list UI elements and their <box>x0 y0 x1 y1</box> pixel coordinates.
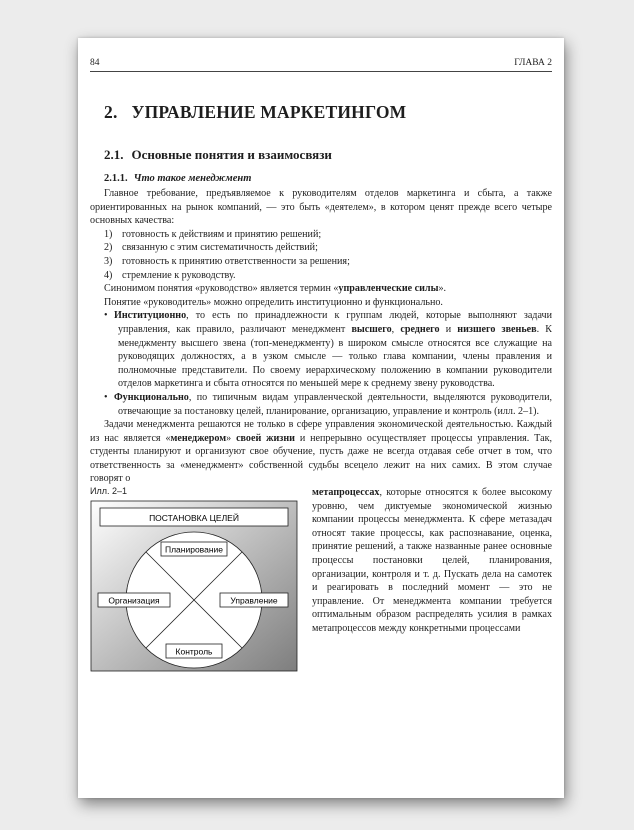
list-item: 2) связанную с этим систематичность действий; <box>104 242 318 254</box>
figure-2-1 <box>90 486 298 674</box>
planning-label: Планирование <box>164 544 224 555</box>
bullet-institutional: • Институционно, то есть по принадлежности к группам людей, которые выполняют задачи управления, как правило, различают менеджмент высшего, среднего и низшего звеньев. К менеджменту высшего звена (топ-менеджменту) в широком смысле относятся все служащие на руководящих должностях, а в узком смысле — только глава компании, члены правления и полномочные представители. По своему иерархическому положению в компании руководители отделов маркетинга и сбыта относятся по меньшей мере к среднему звену руководства. <box>104 310 553 390</box>
list-item: 1) готовность к действиям и принятию решений; <box>104 228 322 240</box>
list-item: 3) готовность к принятию ответственности за решения; <box>104 255 350 267</box>
paragraph-3: Понятие «руководитель» можно определить институционно и функционально. <box>104 296 443 308</box>
running-header <box>90 58 552 72</box>
chapter-label: ГЛАВА 2 <box>514 58 552 68</box>
paragraph-5: метапроцессах, которые относятся к более высокому уровню, чем диктуемые экономической жизнью компании процессы менеджмента. К сфере метазадач относят такие процессы, как распознавание, оценка, принятие решений, а также названные ранее основные процессы постановки целей, планирования, организации, контроля и т. д. Пускать дела на самотек и реагировать в последний момент — это не управление. От менеджмента компании требуется оптимальным образом распределять усилия в рамках метапроцессов между конкретными процессами <box>312 487 552 634</box>
control-label: Контроль <box>175 646 213 657</box>
management-label: Управление <box>230 595 278 606</box>
list-item: 4) стремление к руководству. <box>104 269 236 281</box>
bullet-functional: • Функционально, по типичным видам управленческой деятельности, выделяются руководители, отвечающие за постановку целей, планирование, организацию, управление и контроль (илл. 2–1). <box>104 391 552 417</box>
paragraph-4: Задачи менеджмента решаются не только в сфере управления экономической деятельностью. Каждый из нас является «менеджером» своей жизни и непрерывно осуществляет процессы управления. Так, студенты планируют и организуют свое обучение, пусть даже не всегда отдавая себе отчет в том, что ответственность за «менеджмент» собственной судьбы всецело лежит на них самих. В этом случае говорят о <box>90 419 552 485</box>
paragraph-1: Главное требование, предъявляемое к руководителям отделов маркетинга и сбыта, а также ориентированных на рынок компаний, — это быть «деятелем», в котором ценят прежде всего четыре основных качества: <box>90 188 552 227</box>
book-page <box>78 38 564 798</box>
page-number: 84 <box>90 58 100 68</box>
management-cycle-diagram <box>90 500 298 672</box>
chapter-title: 2. УПРАВЛЕНИЕ МАРКЕТИНГОМ <box>104 102 407 122</box>
figure-wrap <box>90 486 552 657</box>
paragraph-2: Синонимом понятия «руководство» является термин «управленческие силы». <box>104 283 447 295</box>
figure-label: Илл. 2–1 <box>90 486 127 497</box>
organization-label: Организация <box>108 595 160 606</box>
qualities-list <box>90 228 552 282</box>
subsection-title: 2.1.1. Что такое менеджмент <box>104 173 252 184</box>
goal-setting-label: ПОСТАНОВКА ЦЕЛЕЙ <box>149 513 239 524</box>
page-content <box>90 102 552 674</box>
section-title: 2.1. Основные понятия и взаимосвязи <box>104 147 332 162</box>
